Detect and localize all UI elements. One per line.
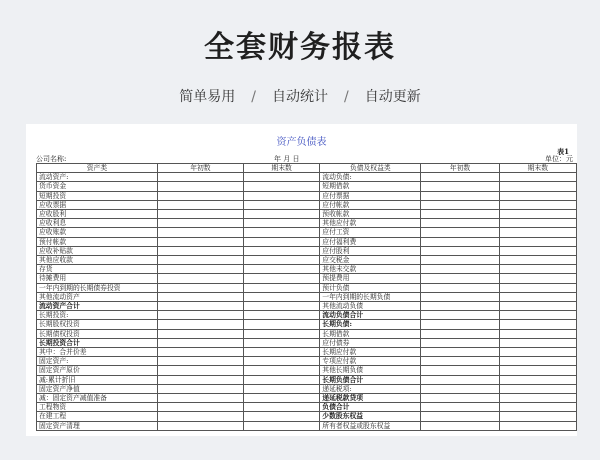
liability-item: 递延税项:: [320, 384, 421, 393]
liability-item: 少数股东权益: [320, 412, 421, 421]
asset-item: 预付帐款: [37, 237, 158, 246]
liability-opening-cell[interactable]: [421, 302, 499, 311]
asset-item: 应收票据: [37, 200, 158, 209]
feature-easy: 简单易用: [179, 89, 236, 105]
liability-item: 应付工资: [320, 228, 421, 237]
liability-closing-cell[interactable]: [499, 237, 576, 246]
asset-item: 应收股利: [37, 210, 158, 219]
liability-item: 一年内到期的长期负债: [320, 292, 421, 301]
liability-opening-cell[interactable]: [421, 366, 499, 375]
header-closing: 期末数: [243, 164, 319, 173]
table-row: [37, 228, 577, 237]
liability-closing-cell[interactable]: [499, 274, 576, 283]
liability-opening-cell[interactable]: [421, 173, 499, 182]
table-row: [37, 394, 577, 403]
liability-item: 长期应付款: [320, 348, 421, 357]
liability-closing-cell[interactable]: [499, 210, 576, 219]
table-row: [37, 421, 577, 430]
liability-closing-cell[interactable]: [499, 292, 576, 301]
liability-item: 长期负债合计: [320, 375, 421, 384]
liability-item: 预收帐款: [320, 210, 421, 219]
asset-closing-cell[interactable]: [243, 283, 319, 292]
liability-closing-cell[interactable]: [499, 311, 576, 320]
asset-closing-cell[interactable]: [243, 246, 319, 255]
asset-opening-cell[interactable]: [157, 219, 243, 228]
asset-item: 流动资产合计: [37, 302, 158, 311]
liability-closing-cell[interactable]: [499, 412, 576, 421]
asset-item: 一年内到期的长期债券投资: [37, 283, 158, 292]
asset-opening-cell[interactable]: [157, 228, 243, 237]
asset-closing-cell[interactable]: [243, 421, 319, 430]
liability-closing-cell[interactable]: [499, 338, 576, 347]
liability-opening-cell[interactable]: [421, 200, 499, 209]
liability-opening-cell[interactable]: [421, 421, 499, 430]
liability-item: 长期借款: [320, 329, 421, 338]
asset-item: 减:累计折旧: [37, 375, 158, 384]
liability-item: 流动负债合计: [320, 311, 421, 320]
asset-closing-cell[interactable]: [243, 338, 319, 347]
table-row: [37, 256, 577, 265]
asset-closing-cell[interactable]: [243, 292, 319, 301]
asset-item: 流动资产:: [37, 173, 158, 182]
liability-item: 应付票据: [320, 191, 421, 200]
liability-closing-cell[interactable]: [499, 256, 576, 265]
liability-opening-cell[interactable]: [421, 246, 499, 255]
liability-closing-cell[interactable]: [499, 403, 576, 412]
table-body: [37, 173, 577, 431]
liability-item: 专项应付款: [320, 357, 421, 366]
asset-item: 固定资产原价: [37, 366, 158, 375]
asset-opening-cell[interactable]: [157, 274, 243, 283]
liability-opening-cell[interactable]: [421, 265, 499, 274]
table-row: [37, 302, 577, 311]
liability-opening-cell[interactable]: [421, 292, 499, 301]
liability-closing-cell[interactable]: [499, 219, 576, 228]
asset-closing-cell[interactable]: [243, 274, 319, 283]
table-row: [37, 292, 577, 301]
header-opening: 年初数: [421, 164, 499, 173]
asset-item: 长期投资:: [37, 311, 158, 320]
asset-closing-cell[interactable]: [243, 200, 319, 209]
balance-sheet-preview: [26, 124, 577, 436]
asset-opening-cell[interactable]: [157, 173, 243, 182]
table-number: 表1: [557, 147, 569, 156]
liability-item: 应交税金: [320, 256, 421, 265]
asset-item: 应收账款: [37, 228, 158, 237]
asset-closing-cell[interactable]: [243, 219, 319, 228]
feature-list: [0, 86, 600, 106]
liability-item: 流动负债:: [320, 173, 421, 182]
liability-item: 应付债券: [320, 338, 421, 347]
asset-closing-cell[interactable]: [243, 182, 319, 191]
asset-item: 工程物资: [37, 403, 158, 412]
table-row: [37, 283, 577, 292]
asset-closing-cell[interactable]: [243, 403, 319, 412]
asset-opening-cell[interactable]: [157, 302, 243, 311]
asset-closing-cell[interactable]: [243, 394, 319, 403]
asset-item: 其中：合并价差: [37, 348, 158, 357]
asset-closing-cell[interactable]: [243, 302, 319, 311]
asset-opening-cell[interactable]: [157, 182, 243, 191]
header-opening: 年初数: [157, 164, 243, 173]
liability-opening-cell[interactable]: [421, 311, 499, 320]
liability-opening-cell[interactable]: [421, 384, 499, 393]
liability-item: 其他长期负债: [320, 366, 421, 375]
table-row: [37, 210, 577, 219]
asset-closing-cell[interactable]: [243, 384, 319, 393]
asset-closing-cell[interactable]: [243, 191, 319, 200]
table-row: [37, 329, 577, 338]
asset-opening-cell[interactable]: [157, 256, 243, 265]
liability-item: 预提费用: [320, 274, 421, 283]
asset-closing-cell[interactable]: [243, 256, 319, 265]
asset-closing-cell[interactable]: [243, 311, 319, 320]
asset-closing-cell[interactable]: [243, 173, 319, 182]
liability-opening-cell[interactable]: [421, 375, 499, 384]
asset-item: 短期投资: [37, 191, 158, 200]
asset-opening-cell[interactable]: [157, 210, 243, 219]
table-row: [37, 311, 577, 320]
liability-closing-cell[interactable]: [499, 329, 576, 338]
feature-separator: /: [344, 89, 349, 105]
table-row: [37, 200, 577, 209]
asset-closing-cell[interactable]: [243, 329, 319, 338]
liability-opening-cell[interactable]: [421, 320, 499, 329]
liability-opening-cell[interactable]: [421, 357, 499, 366]
liability-item: 其他流动负债: [320, 302, 421, 311]
currency-unit: 单位：元: [545, 155, 573, 163]
liability-opening-cell[interactable]: [421, 412, 499, 421]
liability-closing-cell[interactable]: [499, 375, 576, 384]
asset-item: 货币资金: [37, 182, 158, 191]
liability-closing-cell[interactable]: [499, 265, 576, 274]
asset-item: 长期投资合计: [37, 338, 158, 347]
sheet-title: 资产负债表: [276, 137, 327, 148]
liability-closing-cell[interactable]: [499, 357, 576, 366]
liability-opening-cell[interactable]: [421, 283, 499, 292]
asset-item: 长期债权投资: [37, 329, 158, 338]
asset-opening-cell[interactable]: [157, 348, 243, 357]
liability-opening-cell[interactable]: [421, 237, 499, 246]
liability-closing-cell[interactable]: [499, 246, 576, 255]
asset-item: 应收补贴款: [37, 246, 158, 255]
table-row: [37, 173, 577, 182]
liability-opening-cell[interactable]: [421, 274, 499, 283]
liability-opening-cell[interactable]: [421, 348, 499, 357]
asset-opening-cell[interactable]: [157, 311, 243, 320]
liability-closing-cell[interactable]: [499, 384, 576, 393]
table-row: [37, 348, 577, 357]
asset-item: 在建工程: [37, 412, 158, 421]
liability-item: 预计负债: [320, 283, 421, 292]
liability-closing-cell[interactable]: [499, 421, 576, 430]
asset-opening-cell[interactable]: [157, 200, 243, 209]
liability-opening-cell[interactable]: [421, 191, 499, 200]
table-row: [37, 375, 577, 384]
page-headline: 全套财务报表: [204, 30, 396, 65]
company-name-label: 公司名称:: [36, 155, 67, 163]
asset-item: 减：固定资产减值准备: [37, 394, 158, 403]
table-row: [37, 246, 577, 255]
asset-closing-cell[interactable]: [243, 348, 319, 357]
asset-item: 长期股权投资: [37, 320, 158, 329]
liability-opening-cell[interactable]: [421, 256, 499, 265]
liability-closing-cell[interactable]: [499, 191, 576, 200]
table-row: [37, 357, 577, 366]
liability-opening-cell[interactable]: [421, 228, 499, 237]
table-row: [37, 403, 577, 412]
asset-closing-cell[interactable]: [243, 357, 319, 366]
asset-item: 固定资产:: [37, 357, 158, 366]
balance-sheet-table: [36, 163, 577, 431]
feature-auto-stats: 自动统计: [272, 89, 328, 105]
asset-item: 其他流动资产: [37, 292, 158, 301]
liability-opening-cell[interactable]: [421, 329, 499, 338]
asset-opening-cell[interactable]: [157, 384, 243, 393]
asset-opening-cell[interactable]: [157, 237, 243, 246]
liability-opening-cell[interactable]: [421, 338, 499, 347]
liability-opening-cell[interactable]: [421, 182, 499, 191]
asset-closing-cell[interactable]: [243, 375, 319, 384]
liability-opening-cell[interactable]: [421, 403, 499, 412]
asset-item: 存货: [37, 265, 158, 274]
header-liability-class: 负债及权益类: [320, 164, 421, 173]
asset-opening-cell[interactable]: [157, 283, 243, 292]
asset-opening-cell[interactable]: [157, 320, 243, 329]
table-row: [37, 320, 577, 329]
table-row: [37, 265, 577, 274]
asset-item: 待摊费用: [37, 274, 158, 283]
liability-closing-cell[interactable]: [499, 173, 576, 182]
asset-opening-cell[interactable]: [157, 329, 243, 338]
table-row: [37, 219, 577, 228]
liability-item: 短期借款: [320, 182, 421, 191]
asset-closing-cell[interactable]: [243, 366, 319, 375]
asset-opening-cell[interactable]: [157, 421, 243, 430]
asset-item: 固定资产净值: [37, 384, 158, 393]
header-closing: 期末数: [499, 164, 576, 173]
liability-item: 应付福利费: [320, 237, 421, 246]
liability-closing-cell[interactable]: [499, 200, 576, 209]
asset-opening-cell[interactable]: [157, 292, 243, 301]
asset-opening-cell[interactable]: [157, 246, 243, 255]
table-row: [37, 366, 577, 375]
liability-opening-cell[interactable]: [421, 219, 499, 228]
table-header-row: [37, 164, 577, 173]
asset-closing-cell[interactable]: [243, 210, 319, 219]
feature-separator: /: [251, 89, 256, 105]
table-row: [37, 191, 577, 200]
table-row: [37, 274, 577, 283]
asset-closing-cell[interactable]: [243, 320, 319, 329]
liability-closing-cell[interactable]: [499, 366, 576, 375]
asset-opening-cell[interactable]: [157, 412, 243, 421]
liability-item: 所有者权益或股东权益: [320, 421, 421, 430]
asset-opening-cell[interactable]: [157, 357, 243, 366]
report-period: 年 月 日: [274, 155, 300, 163]
liability-item: 其他未交款: [320, 265, 421, 274]
liability-closing-cell[interactable]: [499, 348, 576, 357]
liability-closing-cell[interactable]: [499, 320, 576, 329]
liability-closing-cell[interactable]: [499, 283, 576, 292]
feature-auto-update: 自动更新: [364, 89, 421, 105]
liability-item: 长期负债:: [320, 320, 421, 329]
liability-item: 应付股利: [320, 246, 421, 255]
asset-opening-cell[interactable]: [157, 265, 243, 274]
liability-closing-cell[interactable]: [499, 228, 576, 237]
liability-opening-cell[interactable]: [421, 394, 499, 403]
table-row: [37, 182, 577, 191]
header-asset-class: 资产类: [37, 164, 158, 173]
liability-closing-cell[interactable]: [499, 182, 576, 191]
liability-opening-cell[interactable]: [421, 210, 499, 219]
liability-item: 递延税款贷项: [320, 394, 421, 403]
asset-closing-cell[interactable]: [243, 237, 319, 246]
table-row: [37, 237, 577, 246]
asset-closing-cell[interactable]: [243, 228, 319, 237]
asset-opening-cell[interactable]: [157, 191, 243, 200]
table-row: [37, 412, 577, 421]
liability-closing-cell[interactable]: [499, 302, 576, 311]
table-row: [37, 384, 577, 393]
liability-item: 其他应付款: [320, 219, 421, 228]
asset-item: 应收利息: [37, 219, 158, 228]
asset-item: 其他应收款: [37, 256, 158, 265]
asset-item: 固定资产清理: [37, 421, 158, 430]
asset-opening-cell[interactable]: [157, 375, 243, 384]
asset-opening-cell[interactable]: [157, 394, 243, 403]
liability-item: 负债合计: [320, 403, 421, 412]
table-row: [37, 338, 577, 347]
asset-opening-cell[interactable]: [157, 403, 243, 412]
asset-closing-cell[interactable]: [243, 265, 319, 274]
asset-opening-cell[interactable]: [157, 366, 243, 375]
liability-item: 应付帐款: [320, 200, 421, 209]
asset-closing-cell[interactable]: [243, 412, 319, 421]
liability-closing-cell[interactable]: [499, 394, 576, 403]
asset-opening-cell[interactable]: [157, 338, 243, 347]
